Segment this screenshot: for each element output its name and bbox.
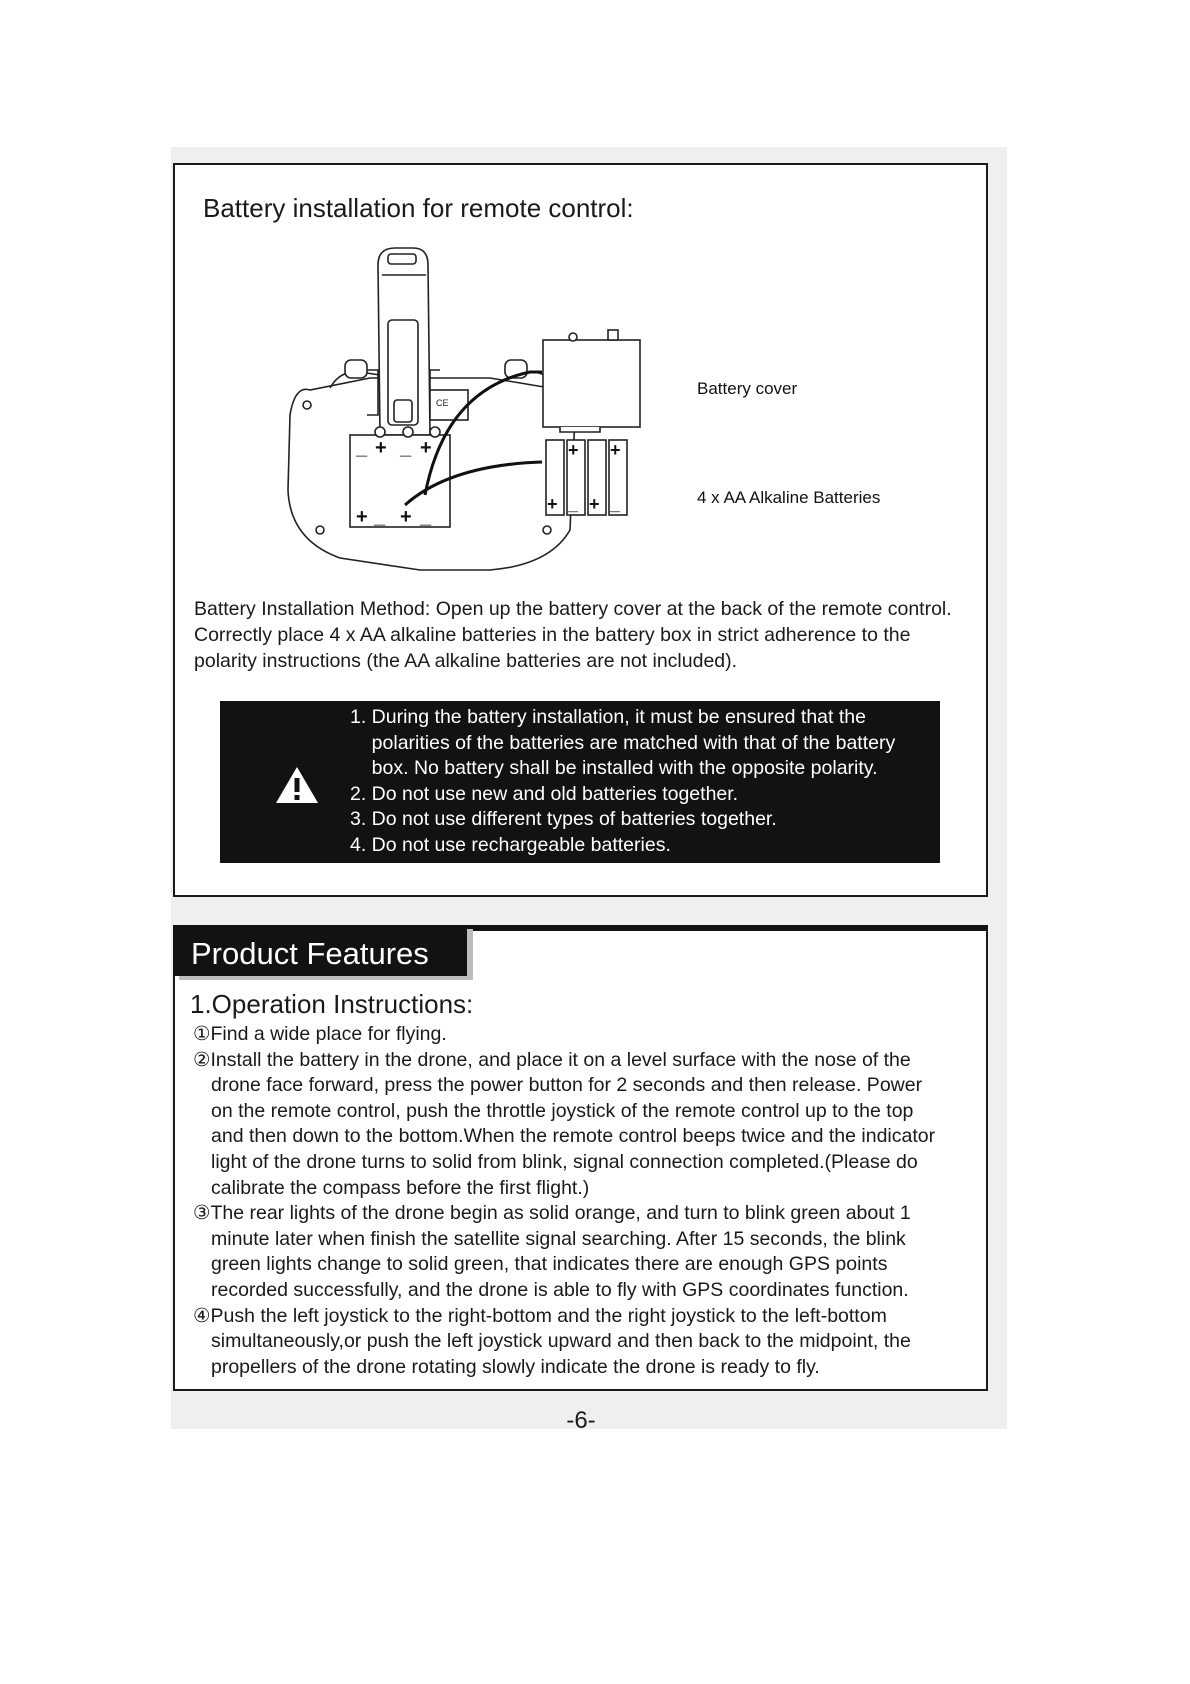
instruction-line: minute later when finish the satellite signal searching. After 15 seconds, the blink <box>211 1227 906 1250</box>
instruction-line: ②Install the battery in the drone, and place it on a level surface with the nose of the <box>193 1048 911 1071</box>
method-line: polarity instructions (the AA alkaline batteries are not included). <box>194 650 738 672</box>
svg-text:_: _ <box>568 494 579 514</box>
svg-text:_: _ <box>356 437 368 459</box>
warning-line: polarities of the batteries are matched with that of the battery <box>350 731 896 754</box>
page-number: -6- <box>566 1407 596 1434</box>
warning-list <box>350 705 895 859</box>
svg-text:+: + <box>400 506 412 528</box>
product-features-tab <box>173 925 467 976</box>
instruction-line: recorded successfully, and the drone is able to fly with GPS coordinates function. <box>211 1278 909 1301</box>
warning-line: 3. Do not use different types of batteries together. <box>350 808 777 831</box>
installation-method-text <box>194 596 984 674</box>
instruction-line: propellers of the drone rotating slowly indicate the drone is ready to fly. <box>211 1355 820 1378</box>
svg-text:+: + <box>568 440 579 460</box>
instruction-line: ④Push the left joystick to the right-bottom and the right joystick to the left-bottom <box>193 1304 887 1327</box>
instruction-line: simultaneously,or push the left joystick upward and then back to the midpoint, the <box>211 1330 911 1353</box>
warning-line: box. No battery shall be installed with the opposite polarity. <box>350 757 878 780</box>
svg-text:+: + <box>375 437 387 459</box>
svg-text:+: + <box>589 494 600 514</box>
svg-text:+: + <box>547 494 558 514</box>
svg-text:CE: CE <box>436 398 449 408</box>
svg-text:+: + <box>420 437 432 459</box>
instruction-line: light of the drone turns to solid from blink, signal connection completed.(Please do <box>211 1150 918 1173</box>
instruction-line: green lights change to solid green, that indicates there are enough GPS points <box>211 1253 888 1276</box>
battery-cover-label: Battery cover <box>697 379 798 398</box>
svg-text:_: _ <box>420 506 432 528</box>
svg-text:_: _ <box>374 506 386 528</box>
instruction-line: drone face forward, press the power button for 2 seconds and then release. Power <box>211 1074 923 1097</box>
warning-triangle-icon <box>274 765 320 805</box>
method-line: Correctly place 4 x AA alkaline batteries in the battery box in strict adherence to the <box>194 624 911 646</box>
product-features-title: Product Features <box>191 936 429 971</box>
warning-line: 4. Do not use rechargeable batteries. <box>350 833 671 856</box>
instruction-line: on the remote control, push the throttle joystick of the remote control up to the top <box>211 1099 914 1122</box>
operation-instructions-list <box>193 1022 983 1380</box>
battery-section-title: Battery installation for remote control: <box>203 193 634 223</box>
warning-line: 2. Do not use new and old batteries together. <box>350 782 739 805</box>
battery-warning-box <box>220 701 940 863</box>
svg-text:_: _ <box>400 437 412 459</box>
remote-control-back-illustration <box>288 248 575 570</box>
instruction-line: and then down to the bottom.When the remote control beeps twice and the indicator <box>211 1125 936 1148</box>
operation-instructions-heading: 1.Operation Instructions: <box>190 989 474 1019</box>
battery-cover-illustration <box>543 330 640 432</box>
remote-control-battery-diagram <box>270 240 910 580</box>
instruction-line: calibrate the compass before the first flight.) <box>211 1176 590 1199</box>
warning-line: 1. During the battery installation, it must be ensured that the <box>350 706 866 728</box>
instruction-line: ①Find a wide place for flying. <box>193 1023 447 1045</box>
instruction-line: ③The rear lights of the drone begin as solid orange, and turn to blink green about 1 <box>193 1202 911 1225</box>
svg-text:+: + <box>610 440 621 460</box>
aa-batteries-label: 4 x AA Alkaline Batteries <box>697 488 881 507</box>
method-line: Battery Installation Method: Open up the battery cover at the back of the remote control. <box>194 598 952 620</box>
svg-text:+: + <box>356 506 368 528</box>
svg-text:_: _ <box>610 494 621 514</box>
